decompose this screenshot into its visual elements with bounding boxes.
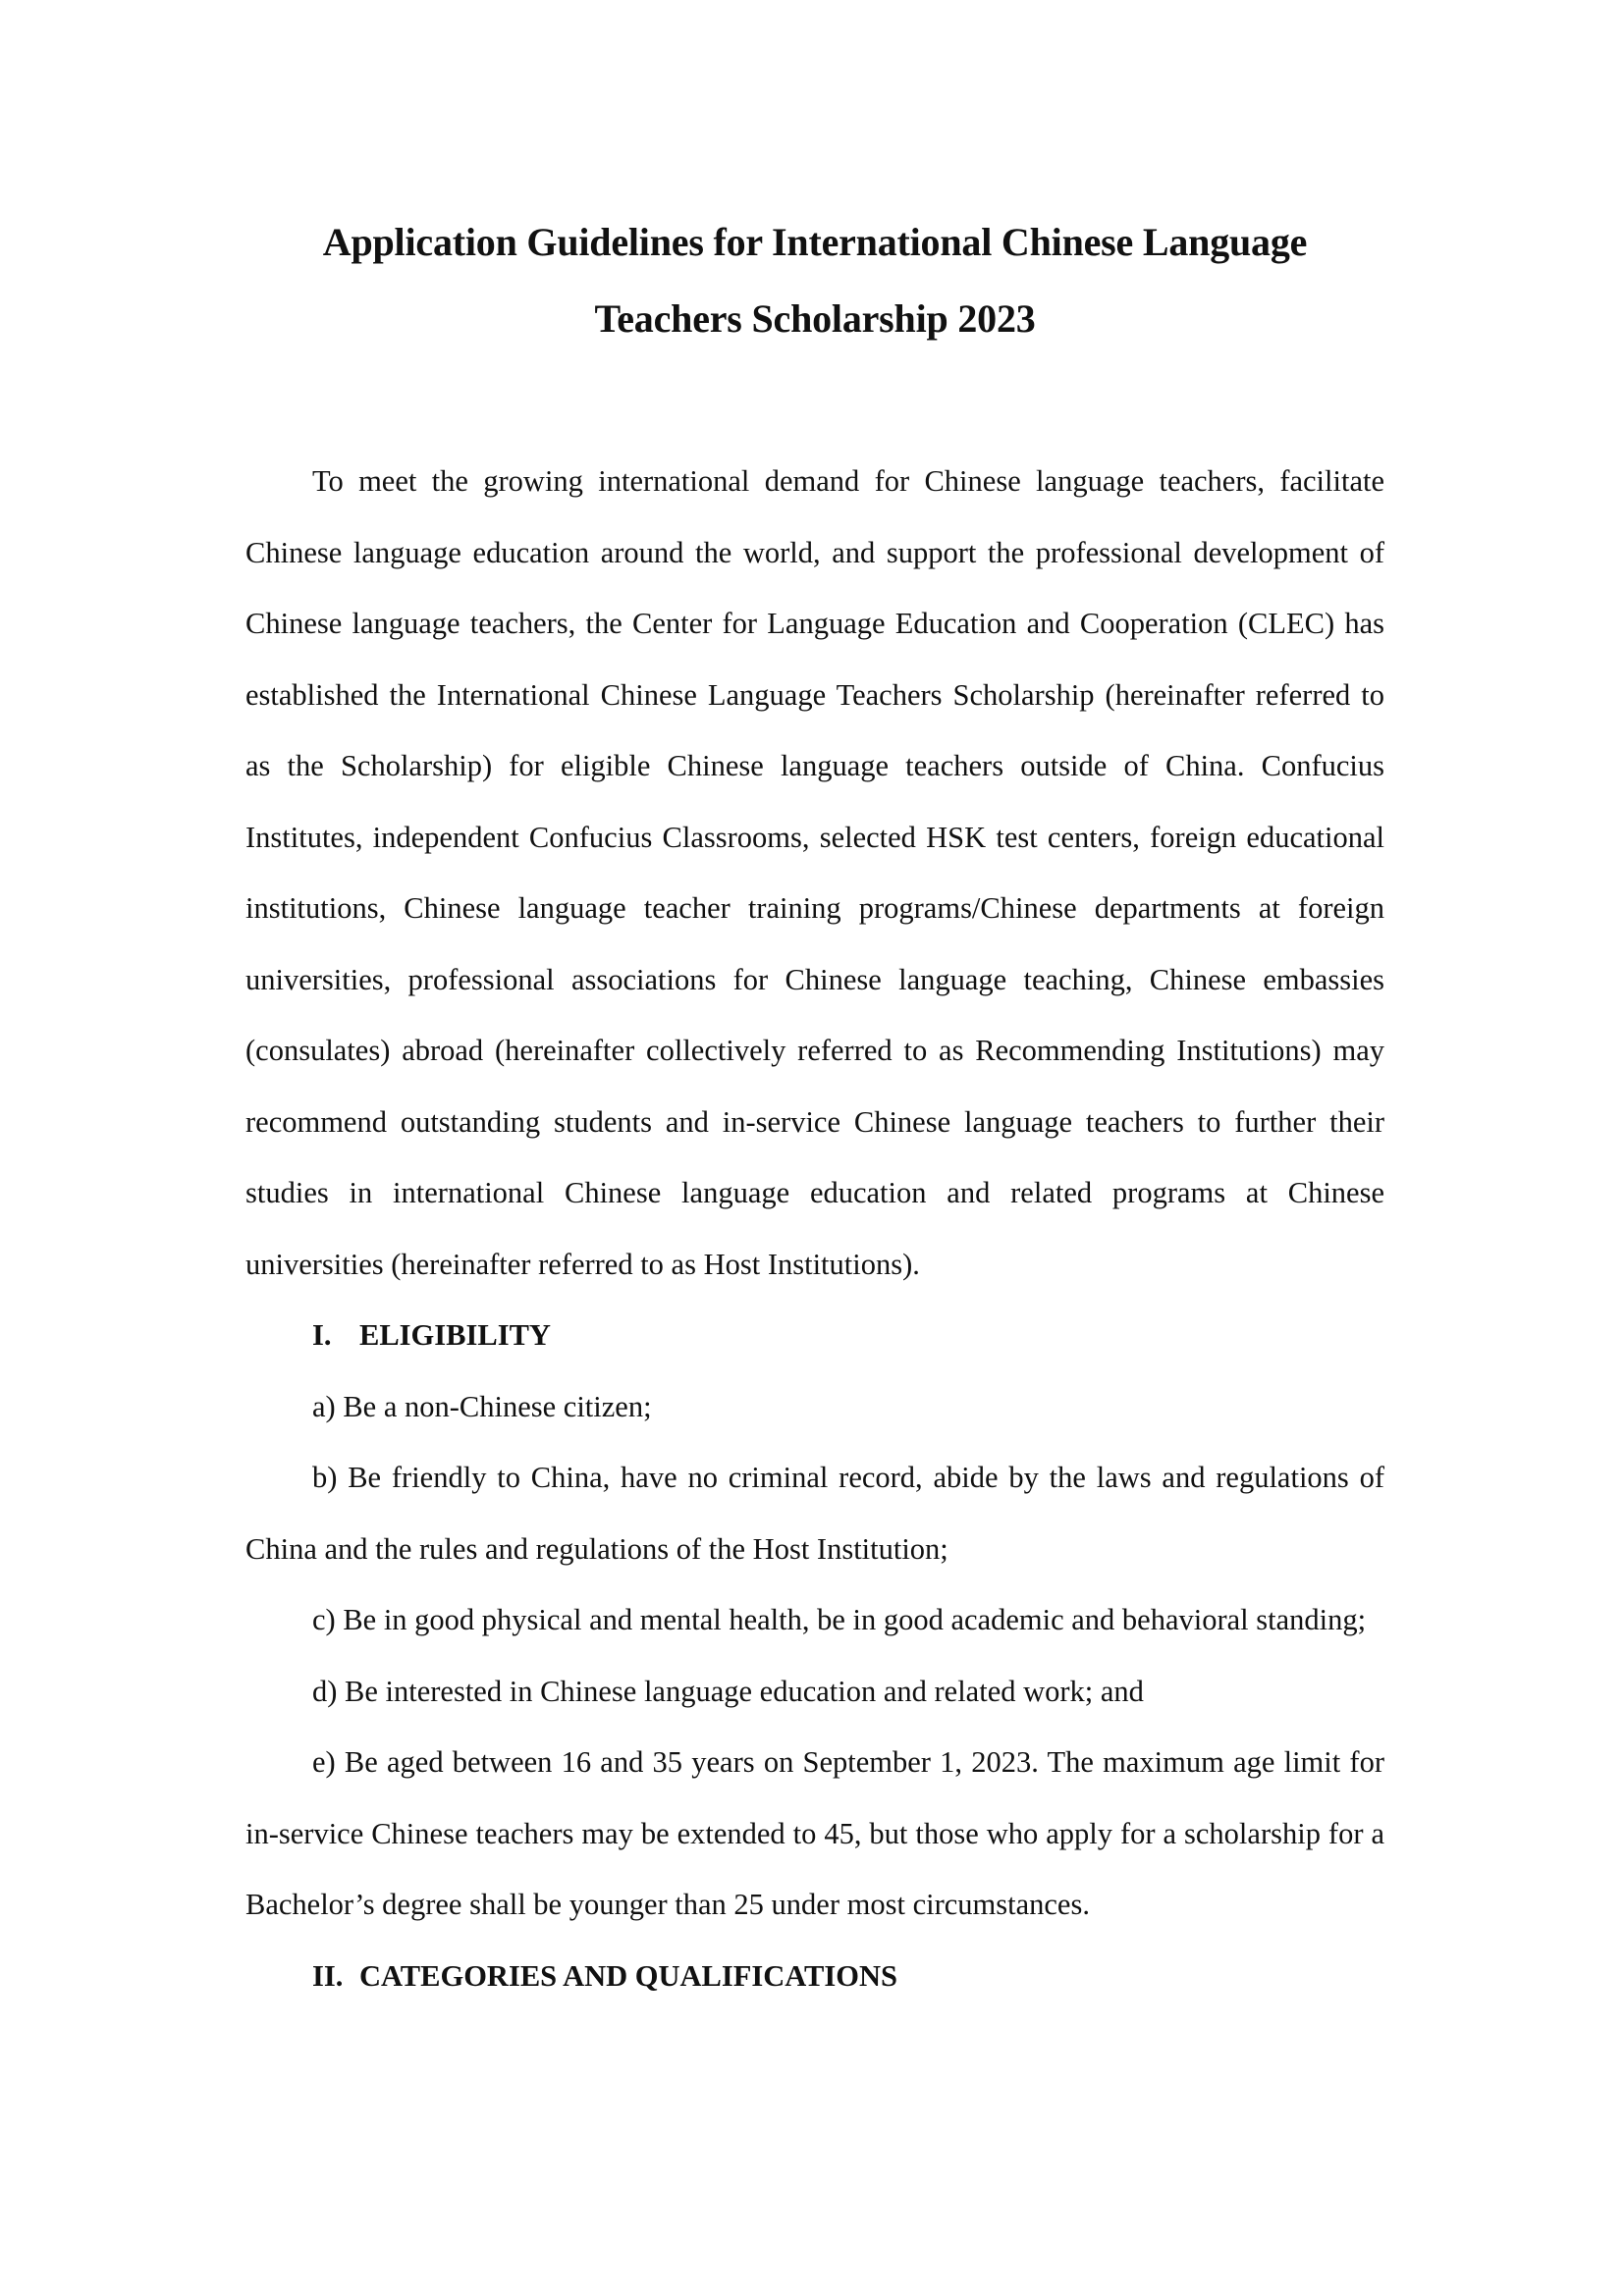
- section-heading-categories: [245, 1941, 1384, 2012]
- eligibility-item-a: a) Be a non-Chinese citizen;: [312, 1389, 652, 1423]
- section-number: II.: [312, 1958, 344, 1993]
- document-title: [245, 204, 1384, 357]
- section-number: I.: [312, 1318, 332, 1352]
- intro-paragraph: To meet the growing international demand for Chinese language teachers, facilitate Chinese language education around the world, and support the professional development of Chinese language teachers, the Center for Language Education and Cooperation (CLEC) has established the International Chinese Language Teachers Scholarship (hereinafter referred to as the Scholarship) for eligible Chinese language teachers outside of China. Confucius Institutes, independent Confucius Classrooms, selected HSK test centers, foreign educational institutions, Chinese language teacher training programs/Chinese departments at foreign universities, professional associations for Chinese language teaching, Chinese embassies (consulates) abroad (hereinafter collectively referred to as Recommending Institutions) may recommend outstanding students and in-service Chinese language teachers to further their studies in international Chinese language education and related programs at Chinese universities (hereinafter referred to as Host Institutions).: [245, 464, 1384, 1281]
- eligibility-item-c: c) Be in good physical and mental health, be in good academic and behavioral standing;: [312, 1603, 1367, 1636]
- section-title: CATEGORIES AND QUALIFICATIONS: [359, 1958, 897, 1993]
- section-title: ELIGIBILITY: [359, 1318, 551, 1352]
- title-line-2: Teachers Scholarship 2023: [594, 296, 1036, 341]
- eligibility-item-b: b) Be friendly to China, have no criminal record, abide by the laws and regulations of China and the rules and regulations of the Host Institution;: [245, 1461, 1384, 1566]
- eligibility-item-d: d) Be interested in Chinese language education and related work; and: [312, 1674, 1144, 1708]
- document-content: [245, 204, 1384, 2011]
- document-body: [245, 446, 1384, 2011]
- section-heading-eligibility: [245, 1300, 1384, 1371]
- title-line-1: Application Guidelines for International Chinese Language: [322, 220, 1308, 264]
- eligibility-item-e: e) Be aged between 16 and 35 years on September 1, 2023. The maximum age limit for in-service Chinese teachers may be extended to 45, but those who apply for a scholarship for a Bachelor’s degree shall be younger than 25 under most circumstances.: [245, 1745, 1384, 1921]
